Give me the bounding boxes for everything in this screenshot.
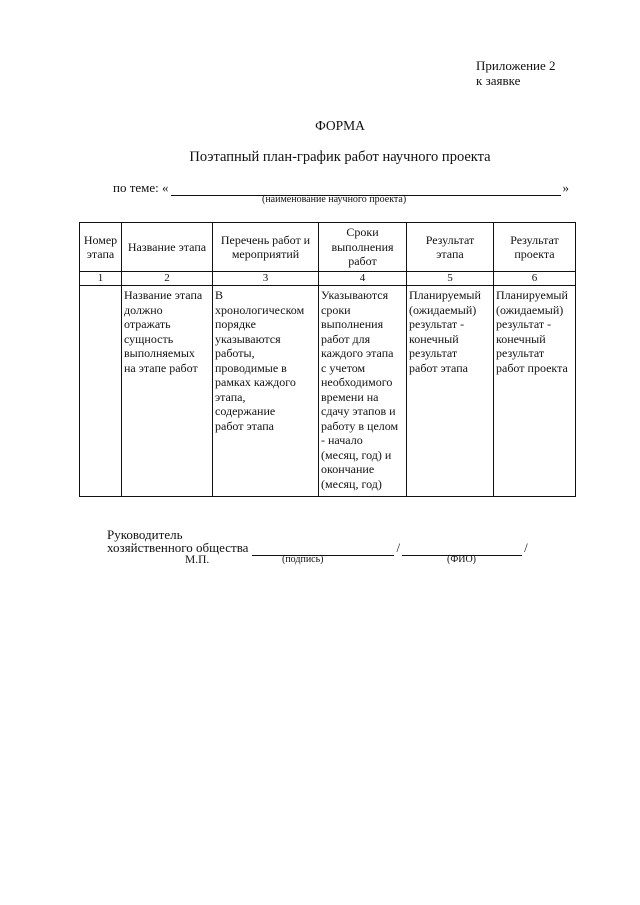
body-line: окончание <box>321 462 375 476</box>
body-cell-6[interactable] <box>494 286 576 497</box>
headers-line: работ <box>348 254 377 269</box>
body-line: сдачу этапов и <box>321 404 396 418</box>
topic-label: по теме: « <box>113 180 169 195</box>
header-cell-1 <box>80 223 122 272</box>
body-line: - начало <box>321 433 363 447</box>
body-line: работу в целом <box>321 418 399 433</box>
headers-line: этапа <box>86 247 115 261</box>
body-line: Планируемый <box>409 288 481 302</box>
body-line: необходимого <box>321 375 393 389</box>
body-line: результат - <box>496 317 552 331</box>
topic-close-quote: » <box>562 180 570 195</box>
body-line: результат <box>496 346 545 360</box>
headers-line: Название этапа <box>127 239 207 254</box>
headers-line: Результат <box>425 232 475 247</box>
plan-table <box>79 222 576 497</box>
body-line: Планируемый <box>496 288 568 302</box>
body-line: конечный <box>409 331 459 346</box>
header-cell-2 <box>122 223 213 272</box>
body-line: сроки <box>321 302 351 317</box>
body-line: работ этапа <box>409 360 468 375</box>
form-title: ФОРМА <box>315 118 365 133</box>
header-cell-3 <box>213 223 319 272</box>
plan-title: Поэтапный план-график работ научного проекта <box>189 149 491 165</box>
body-line: порядке <box>215 317 256 331</box>
body-line: каждого этапа <box>321 346 394 360</box>
body-cell-3[interactable] <box>213 286 319 497</box>
number-cell-3: 3 <box>213 272 319 286</box>
signature-slash-2: / <box>524 540 528 555</box>
annex-line-2: к заявке <box>476 73 521 88</box>
body-line: работ для <box>321 331 371 346</box>
number-cell-4: 4 <box>319 272 407 286</box>
signature-role-line2: хозяйственного общества <box>107 540 249 555</box>
body-line: на этапе работ <box>124 360 198 375</box>
table-header-row <box>80 223 576 272</box>
body-line: результат - <box>409 317 465 331</box>
body-line: работы, <box>215 346 255 360</box>
body-line: отражать <box>124 317 171 331</box>
header-cell-4 <box>319 223 407 272</box>
body-line: хронологическом <box>215 302 305 317</box>
body-line: В <box>215 288 224 302</box>
body-line: результат <box>409 346 458 360</box>
body-line: проводимые в <box>215 360 287 375</box>
table-number-row <box>80 272 576 286</box>
topic-caption: (наименование научного проекта) <box>262 194 407 205</box>
body-line: Указываются <box>321 288 389 302</box>
headers-line: Результат <box>510 232 559 247</box>
body-line: (месяц, год) и <box>321 447 392 462</box>
number-cell-1: 1 <box>80 272 122 286</box>
body-cell-5[interactable] <box>407 286 494 497</box>
annex-line-1: Приложение 2 <box>476 58 556 73</box>
headers-line: этапа <box>436 247 464 261</box>
number-cell-2: 2 <box>122 272 213 286</box>
headers-line: мероприятий <box>231 247 300 261</box>
body-line: (ожидаемый) <box>409 302 477 317</box>
headers-line: проекта <box>514 247 555 261</box>
header-cell-5 <box>407 223 494 272</box>
number-cell-5: 5 <box>407 272 494 286</box>
body-cell-4[interactable] <box>319 286 407 497</box>
headers-line: Перечень работ и <box>220 232 311 247</box>
body-line: (месяц, год) <box>321 476 382 491</box>
headers-line: Сроки <box>346 225 379 240</box>
body-line: выполнения <box>321 317 384 331</box>
body-line: работ этапа <box>215 418 274 433</box>
signature-caption: (подпись) <box>282 554 324 565</box>
annex-note <box>476 58 556 88</box>
body-line: содержание <box>215 404 276 418</box>
body-line: сущность <box>124 331 174 346</box>
body-line: (ожидаемый) <box>496 302 564 317</box>
number-cell-6: 6 <box>494 272 576 286</box>
body-line: работ проекта <box>496 360 568 375</box>
body-line: указываются <box>215 331 281 346</box>
body-line: рамках каждого <box>215 375 296 389</box>
body-cell-2[interactable] <box>122 286 213 497</box>
body-line: конечный <box>496 331 546 346</box>
body-cell-1[interactable] <box>80 286 122 497</box>
body-line: должно <box>124 302 163 317</box>
body-line: этапа, <box>215 389 246 404</box>
table-body-row <box>80 286 576 497</box>
header-cell-6 <box>494 223 576 272</box>
stamp-place-label: М.П. <box>185 554 210 566</box>
body-line: времени на <box>321 389 379 404</box>
signature-role-line1: Руководитель <box>107 527 183 542</box>
headers-line: выполнения <box>331 239 394 254</box>
signature-slash-1: / <box>396 540 401 555</box>
headers-line: Номер <box>83 232 118 247</box>
body-line: с учетом <box>321 360 366 375</box>
fio-caption: (ФИО) <box>447 554 477 565</box>
body-line: Название этапа <box>124 288 203 302</box>
body-line: выполняемых <box>124 346 195 360</box>
